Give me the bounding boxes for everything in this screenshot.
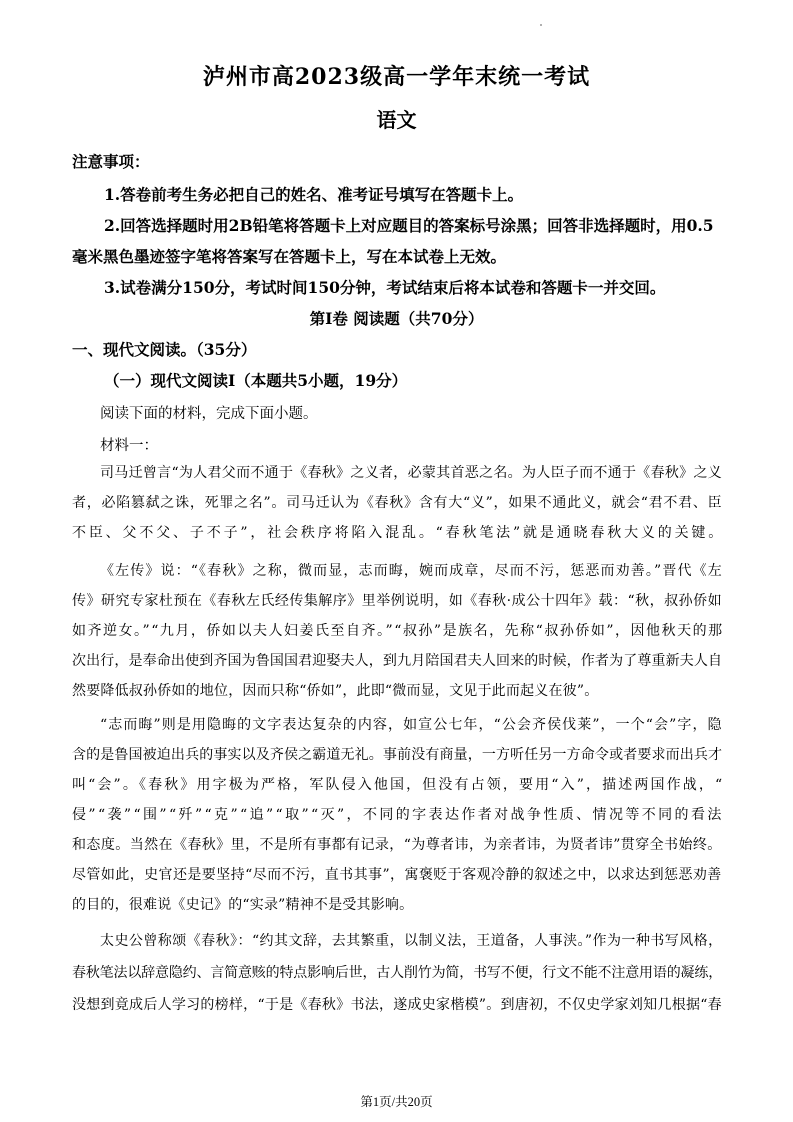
scan-speck <box>540 24 542 26</box>
passage-line: 者，必陷篡弑之诛，死罪之名”。司马迁认为《春秋》含有大“义”，如果不通此义，就会“君不君、臣 <box>72 495 723 511</box>
passage-line: 次出行，是奉命出使到齐国为鲁国国君迎娶夫人，到九月陪国君夫人回来的时候，作者为了尊重新夫人自 <box>72 653 723 669</box>
passage-line: 春秋笔法以辞意隐约、言简意赅的特点影响后世，古人削竹为简，书写不便，行文不能不注意用语的凝练， <box>72 965 723 981</box>
exam-subject: 语文 <box>376 108 417 132</box>
notes-item-2-line-2: 毫米黑色墨迹签字笔将答案写在答题卡上，写在本试卷上无效。 <box>72 247 507 266</box>
exam-title: 泸州市高2023级高一学年末统一考试 <box>202 64 591 90</box>
notes-item-1: 1.答卷前考生务必把自己的姓名、准考证号填写在答题卡上。 <box>104 185 524 204</box>
passage-line: 司马迁曾言“为人君父而不通于《春秋》之义者，必蒙其首恶之名。为人臣子而不通于《春秋》之义 <box>100 465 723 481</box>
volume-heading: 第Ⅰ卷 阅读题（共70分） <box>309 309 484 328</box>
passage-line: 传》研究专家杜预在《春秋左氏经传集解序》里举例说明，如《春秋·成公十四年》载：“秋，叔孙侨如 <box>72 593 723 609</box>
passage-line: 含的是鲁国被迫出兵的事实以及齐侯之霸道无礼。事前没有商量，一方听任另一方命令或者要求而出兵才 <box>72 747 723 763</box>
notes-heading: 注意事项： <box>72 152 150 171</box>
material-label: 材料一： <box>100 438 158 454</box>
notes-item-2-line-1: 2.回答选择题时用2B铅笔将答题卡上对应题目的答案标号涂黑；回答非选择题时，用0.5 <box>104 216 714 235</box>
passage-line: “志而晦”则是用隐晦的文字表达复杂的内容，如宣公七年，“公会齐侯伐莱”，一个“会”字，隐 <box>100 717 723 733</box>
notes-item-3: 3.试卷满分150分，考试时间150分钟，考试结束后将本试卷和答题卡一并交回。 <box>104 278 666 297</box>
section-heading: 一、现代文阅读。（35分） <box>72 340 257 359</box>
passage-line: 没想到竟成后人学习的榜样，“于是《春秋》书法，遂成史家楷模”。到唐初，不仅史学家刘知几根据“春 <box>72 997 722 1013</box>
passage-line: 尽管如此，史官还是要坚持“尽而不污，直书其事”，寓褒贬于客观冷静的叙述之中，以求达到惩恶劝善 <box>72 867 722 883</box>
passage-line: 《左传》说：“《春秋》之称，微而显，志而晦，婉而成章，尽而不污，惩恶而劝善。”晋代《左 <box>100 563 723 579</box>
reading-instruction: 阅读下面的材料，完成下面小题。 <box>100 406 318 422</box>
passage-line: 侵”“袭”“围”“歼”“克”“追”“取”“灭”，不同的字表达作者对战争性质、情况等不同的看法 <box>72 807 724 823</box>
passage-line: 不臣、父不父、子不子”，社会秩序将陷入混乱。“春秋笔法”就是通晓春秋大义的关键。 <box>72 525 726 541</box>
passage-line: 的目的，很难说《史记》的“实录”精神不是受其影响。 <box>72 897 414 913</box>
passage-line: 和态度。当然在《春秋》里，不是所有事都有记录，“为尊者讳，为亲者讳，为贤者讳”贯穿全书始终。 <box>72 837 722 853</box>
subsection-heading: （一）现代文阅读Ⅰ（本题共5小题，19分） <box>104 371 408 390</box>
passage-line: 叫“会”。《春秋》用字极为严格，军队侵入他国，但没有占领，要用“入”，描述两国作战，“ <box>72 777 725 793</box>
passage-line: 太史公曾称颂《春秋》：“约其文辞，去其繁重，以制义法，王道备，人事浃。”作为一种书写风格， <box>100 933 723 949</box>
passage-line: 然要降低叔孙侨如的地位，因而只称“侨如”，此即“微而显，文见于此而起义在彼”。 <box>72 683 599 699</box>
passage-line: 如齐逆女。”“九月，侨如以夫人妇姜氏至自齐。”“叔孙”是族名，先称“叔孙侨如”，因他秋天的那 <box>72 623 724 639</box>
page-footer: 第1页/共20页 <box>360 1095 433 1109</box>
